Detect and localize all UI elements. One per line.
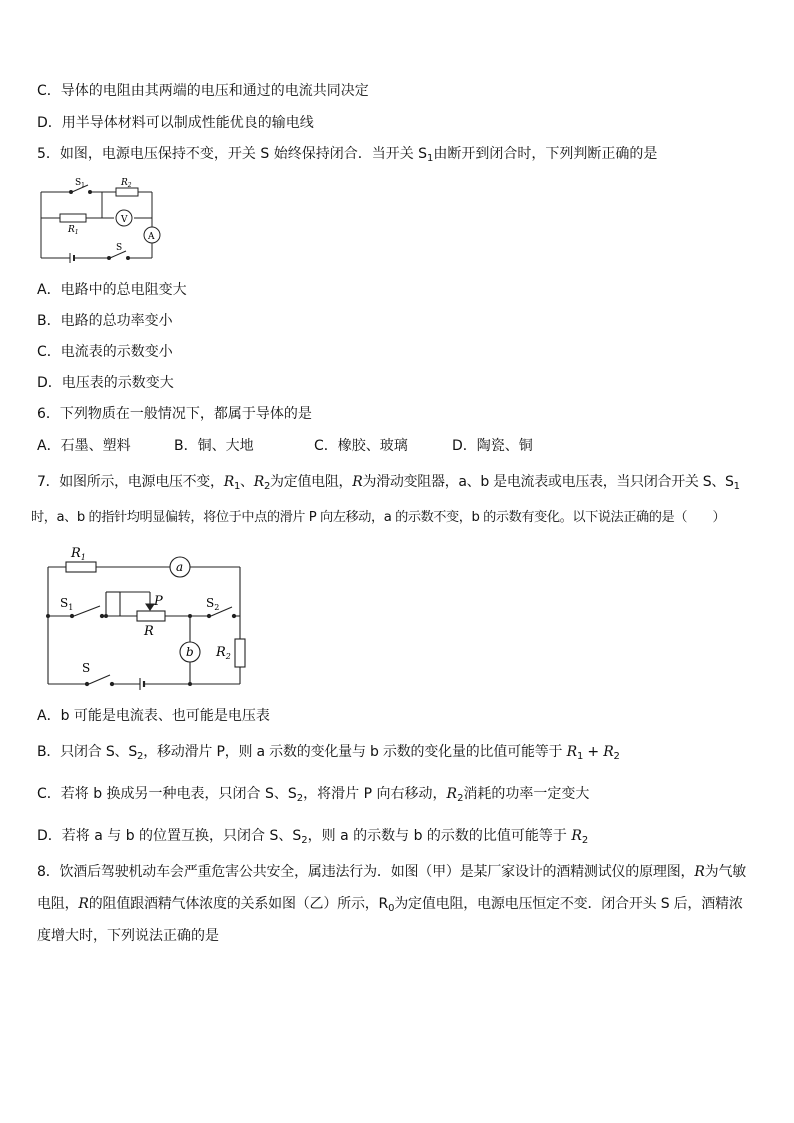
q7-stem-line2: 时，a、b 的指针均明显偏转，将位于中点的滑片 P 向左移动，a 的示数不变，b 的示数有变化。以下说法正确的是（ ） bbox=[31, 510, 726, 525]
q5-s1-label: $S_1$ bbox=[75, 178, 85, 189]
q8-stem-line3: 度增大时，下列说法正确的是 bbox=[37, 928, 219, 944]
q7-option-c: C．若将 b 换成另一种电表，只闭合 S、$S_2$，将滑片 P 向右移动，$R_2$消耗的功率一定变大 bbox=[37, 786, 590, 804]
q7-r-label: R bbox=[144, 624, 154, 639]
q5-voltmeter-label: V bbox=[121, 215, 128, 225]
q7-option-b: B．只闭合 S、$S_2$，移动滑片 P，则 a 示数的变化量与 b 示数的变化量的比值可能等于 $R_1 + R_2$ bbox=[37, 744, 620, 762]
q5-circuit-diagram bbox=[36, 174, 166, 266]
q6-option-a: A．石墨、塑料 bbox=[37, 438, 131, 454]
q5-option-d: D．电压表的示数变大 bbox=[37, 375, 174, 391]
q5-ammeter-label: A bbox=[148, 232, 155, 242]
q7-r1-label: $R_1$ bbox=[71, 546, 86, 562]
q7-r2-label: $R_2$ bbox=[216, 645, 231, 661]
q4-option-d: D．用半导体材料可以制成性能优良的输电线 bbox=[37, 115, 314, 131]
q7-s-label: S bbox=[82, 661, 91, 675]
q6-options bbox=[37, 436, 533, 456]
q7-meter-b-label: b bbox=[186, 645, 194, 659]
q5-s-label: S bbox=[116, 243, 123, 253]
q5-r1-label: $R_1$ bbox=[68, 225, 79, 236]
q7-circuit-diagram bbox=[40, 542, 250, 692]
q4-option-c: C．导体的电阻由其两端的电压和通过的电流共同决定 bbox=[37, 83, 369, 99]
q7-stem-line1: 7．如图所示，电源电压不变，$R_1$、$R_2$为定值电阻，R为滑动变阻器，a、b 是电流表或电压表，当只闭合开关 S、$S_1$ bbox=[37, 474, 740, 492]
q5-option-c: C．电流表的示数变小 bbox=[37, 344, 173, 360]
q7-s2-label: $S_2$ bbox=[206, 596, 220, 612]
q7-option-a: A．b 可能是电流表、也可能是电压表 bbox=[37, 708, 270, 724]
q7-p-label: P bbox=[154, 594, 163, 609]
q5-r2-label: $R_2$ bbox=[121, 178, 132, 189]
q8-stem-line1: 8．饮酒后驾驶机动车会严重危害公共安全，属违法行为．如图（甲）是某厂家设计的酒精测试仪的原理图，R为气敏 bbox=[37, 864, 747, 880]
q6-option-d: D．陶瓷、铜 bbox=[452, 438, 533, 454]
q6-stem: 6．下列物质在一般情况下，都属于导体的是 bbox=[37, 406, 312, 422]
q7-s1-label: $S_1$ bbox=[60, 596, 74, 612]
q7-option-d: D．若将 a 与 b 的位置互换，只闭合 S、$S_2$，则 a 的示数与 b 的示数的比值可能等于 $R_2$ bbox=[37, 828, 589, 846]
q7-meter-a-label: a bbox=[176, 560, 184, 574]
q5-stem: 5．如图，电源电压保持不变，开关 S 始终保持闭合．当开关 $S_1$由断开到闭合时，下列判断正确的是 bbox=[37, 146, 658, 164]
q5-option-a: A．电路中的总电阻变大 bbox=[37, 282, 187, 298]
q6-option-b: B．铜、大地 bbox=[174, 438, 254, 454]
q6-option-c: C．橡胶、玻璃 bbox=[314, 438, 408, 454]
q5-option-b: B．电路的总功率变小 bbox=[37, 313, 173, 329]
q8-stem-line2: 电阻，R的阻值跟酒精气体浓度的关系如图（乙）所示，$R_0$为定值电阻，电源电压恒定不变．闭合开头 S 后，酒精浓 bbox=[37, 896, 743, 914]
